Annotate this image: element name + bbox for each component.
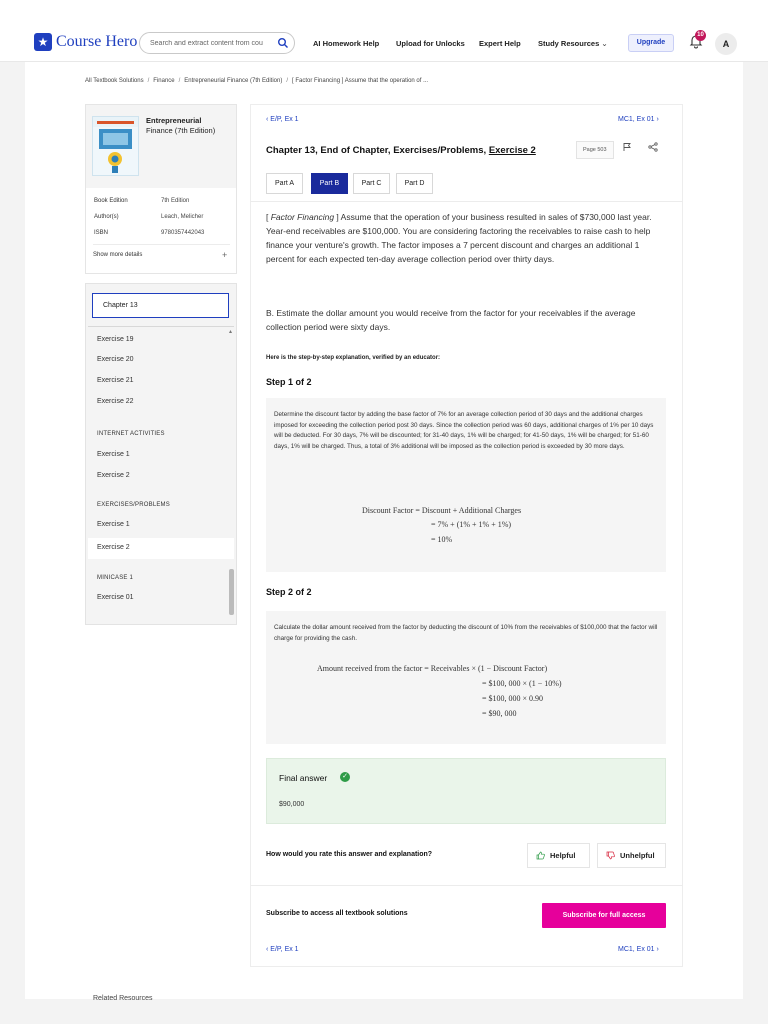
- thumbs-up-icon: [536, 851, 545, 860]
- top-navbar: [0, 0, 768, 62]
- divider: [93, 244, 230, 245]
- toc-item[interactable]: Exercise 19: [97, 336, 134, 343]
- question-topic: Factor Financing: [270, 212, 335, 222]
- avatar[interactable]: A: [715, 33, 737, 55]
- book-title-line1: Entrepreneurial: [146, 116, 202, 125]
- breadcrumb-current: [ Factor Financing ] Assume that the operation of ...: [292, 78, 429, 84]
- book-cover-art: [93, 117, 138, 175]
- divider: [250, 201, 683, 202]
- search-box[interactable]: [139, 32, 295, 54]
- book-meta-value: 7th Edition: [161, 198, 190, 204]
- nav-expert-help[interactable]: Expert Help: [479, 39, 521, 48]
- step-2-text: Calculate the dollar amount received from the factor by deducting the discount of 10% from the receivables of $100,000 that the factor will charge for providing the cash.: [274, 624, 658, 642]
- next-exercise-link[interactable]: [618, 116, 659, 123]
- scroll-up-icon[interactable]: ▴: [229, 329, 233, 335]
- toc-item[interactable]: Exercise 21: [97, 377, 134, 384]
- show-more-details-link[interactable]: Show more details: [93, 252, 143, 258]
- verified-note: Here is the step-by-step explanation, verified by an educator:: [266, 355, 441, 361]
- next-exercise-label: MC1, Ex 01: [618, 116, 655, 123]
- page-title: [266, 145, 536, 156]
- book-meta-label: Author(s): [94, 214, 119, 220]
- final-answer-title: Final answer: [279, 773, 328, 783]
- math-line: Discount Factor = Discount + Additional Charges: [362, 506, 522, 515]
- math-line: Amount received from the factor = Receivables × (1 − Discount Factor): [317, 664, 548, 673]
- chapter-title-text: Chapter 13, End of Chapter, Exercises/Problems,: [266, 145, 487, 156]
- book-meta-label: Book Edition: [94, 198, 128, 204]
- book-title[interactable]: [146, 116, 234, 136]
- divider: [250, 885, 683, 886]
- prev-exercise-link[interactable]: [266, 116, 299, 123]
- thumbs-down-icon: [606, 851, 615, 860]
- chevron-right-icon: ›: [656, 946, 659, 953]
- star-icon: ★: [34, 33, 52, 51]
- prev-exercise-label: E/P, Ex 1: [270, 946, 299, 953]
- final-answer-box: [266, 758, 666, 824]
- divider: [88, 326, 234, 327]
- toc-section-heading: INTERNET ACTIVITIES: [97, 431, 165, 437]
- chevron-left-icon: ‹: [266, 946, 269, 953]
- prev-exercise-link[interactable]: [266, 946, 299, 953]
- helpful-label: Helpful: [550, 851, 576, 860]
- page-number-badge[interactable]: Page 503: [576, 141, 614, 159]
- next-exercise-label: MC1, Ex 01: [618, 946, 655, 953]
- toc-scrollbar[interactable]: [229, 569, 234, 615]
- nav-upload-for-unlocks[interactable]: Upload for Unlocks: [396, 39, 465, 48]
- expand-plus-icon[interactable]: +: [222, 250, 228, 260]
- breadcrumb-item[interactable]: All Textbook Solutions: [85, 78, 144, 84]
- related-resources-heading: Related Resources: [93, 995, 153, 1002]
- question-part-b: B. Estimate the dollar amount you would receive from the factor for your receivables if the average collection period were sixty days.: [266, 308, 636, 332]
- search-input[interactable]: [150, 36, 272, 51]
- toc-item[interactable]: Exercise 22: [97, 398, 134, 405]
- math-line: = $90, 000: [482, 709, 517, 718]
- unhelpful-button[interactable]: [597, 843, 666, 868]
- logo-text: Course Hero: [56, 33, 138, 50]
- chapter-select[interactable]: Chapter 13: [92, 293, 229, 318]
- final-answer-value: $90,000: [279, 801, 305, 808]
- share-icon[interactable]: [648, 142, 658, 152]
- step-1-text: Determine the discount factor by adding the base factor of 7% for an average collection period of 30 days and the additional charges imposed for exceeding the collection period post 30 days. Since the collection period was 60 days, additional charges of 1% per 10 days will be deducted. For 30 days, 7% will be discounted; for 31-40 days, 1% will be charged; for 41-50 days, 1% will be charged; for 51-60 days, 1% will be charged. Thus, a total of 3% additional will be imposed as the collection period is exceeded by 30 more days.: [274, 411, 654, 450]
- toc-item[interactable]: Exercise 1: [97, 521, 130, 528]
- nav-study-resources[interactable]: [538, 39, 608, 48]
- toc-item[interactable]: Exercise 1: [97, 451, 130, 458]
- nav-study-resources-label: Study Resources: [538, 39, 600, 48]
- math-line: = 7% + (1% + 1% + 1%): [431, 520, 512, 529]
- math-line: = $100, 000 × 0.90: [482, 694, 544, 703]
- question-body: ] Assume that the operation of your business resulted in sales of $730,000 last year. Year-end receivables are $100,000. You are considering factoring the receivables to raise cash to help finance your venture's growth. The factor imposes a 7 percent discount and charges an additional 1 percent for each expected ten-day average collection period over thirty days.: [266, 212, 652, 264]
- tab-part-b[interactable]: Part B: [311, 173, 348, 194]
- toc-item[interactable]: Exercise 20: [97, 356, 134, 363]
- toc-section-heading: MINICASE 1: [97, 575, 134, 581]
- helpful-button[interactable]: [527, 843, 590, 868]
- tab-part-d[interactable]: Part D: [396, 173, 433, 194]
- math-line: = $100, 000 × (1 − 10%): [482, 679, 562, 688]
- check-icon: ✓: [340, 772, 350, 782]
- chevron-right-icon: ›: [656, 116, 659, 123]
- question-text: [ Factor Financing ] Assume that the operation of your business resulted in sales of $730,000 last year. Year-end receivables are $100,000. You are considering factoring the receivables to raise cash to help finance your venture's growth. The factor imposes a 7 percent discount and charges an additional 1 percent for each expected ten-day average collection period over thirty days.: [266, 212, 652, 264]
- search-icon[interactable]: [277, 37, 289, 49]
- course-hero-logo[interactable]: [34, 33, 137, 51]
- next-exercise-link[interactable]: [618, 946, 659, 953]
- subscribe-button[interactable]: Subscribe for full access: [542, 903, 666, 928]
- notification-badge: 10: [695, 30, 706, 41]
- book-meta-label: ISBN: [94, 230, 109, 236]
- toc-section-heading: EXERCISES/PROBLEMS: [97, 502, 170, 508]
- prev-exercise-label: E/P, Ex 1: [270, 116, 299, 123]
- breadcrumb: All Textbook Solutions / Finance / Entrepreneurial Finance (7th Edition) / [ Factor Financing ] Assume that the operation of ...: [85, 78, 429, 84]
- tab-part-c[interactable]: Part C: [353, 173, 390, 194]
- toc-item[interactable]: Exercise 01: [97, 594, 134, 601]
- book-meta-value: 9780357442043: [161, 230, 205, 236]
- step-1-title: Step 1 of 2: [266, 377, 312, 387]
- book-meta-value: Leach, Melicher: [161, 214, 204, 220]
- subscribe-text: Subscribe to access all textbook solutions: [266, 910, 408, 917]
- step-2-title: Step 2 of 2: [266, 587, 312, 597]
- rating-question: How would you rate this answer and explanation?: [266, 851, 433, 858]
- nav-ai-homework-help[interactable]: AI Homework Help: [313, 39, 380, 48]
- breadcrumb-item[interactable]: Entrepreneurial Finance (7th Edition): [184, 78, 283, 84]
- exercise-link[interactable]: Exercise 2: [488, 145, 536, 156]
- chevron-down-icon: ⌄: [601, 39, 608, 48]
- breadcrumb-item[interactable]: Finance: [153, 78, 175, 84]
- upgrade-button[interactable]: Upgrade: [628, 34, 674, 52]
- flag-icon[interactable]: [622, 142, 632, 152]
- tab-part-a[interactable]: Part A: [266, 173, 303, 194]
- book-cover-image[interactable]: [92, 116, 139, 176]
- toc-item-active[interactable]: Exercise 2: [97, 544, 130, 551]
- math-line: = 10%: [431, 535, 453, 544]
- toc-item[interactable]: Exercise 2: [97, 472, 130, 479]
- chevron-left-icon: ‹: [266, 116, 269, 123]
- unhelpful-label: Unhelpful: [620, 851, 655, 860]
- book-title-line2: Finance (7th Edition): [146, 126, 216, 135]
